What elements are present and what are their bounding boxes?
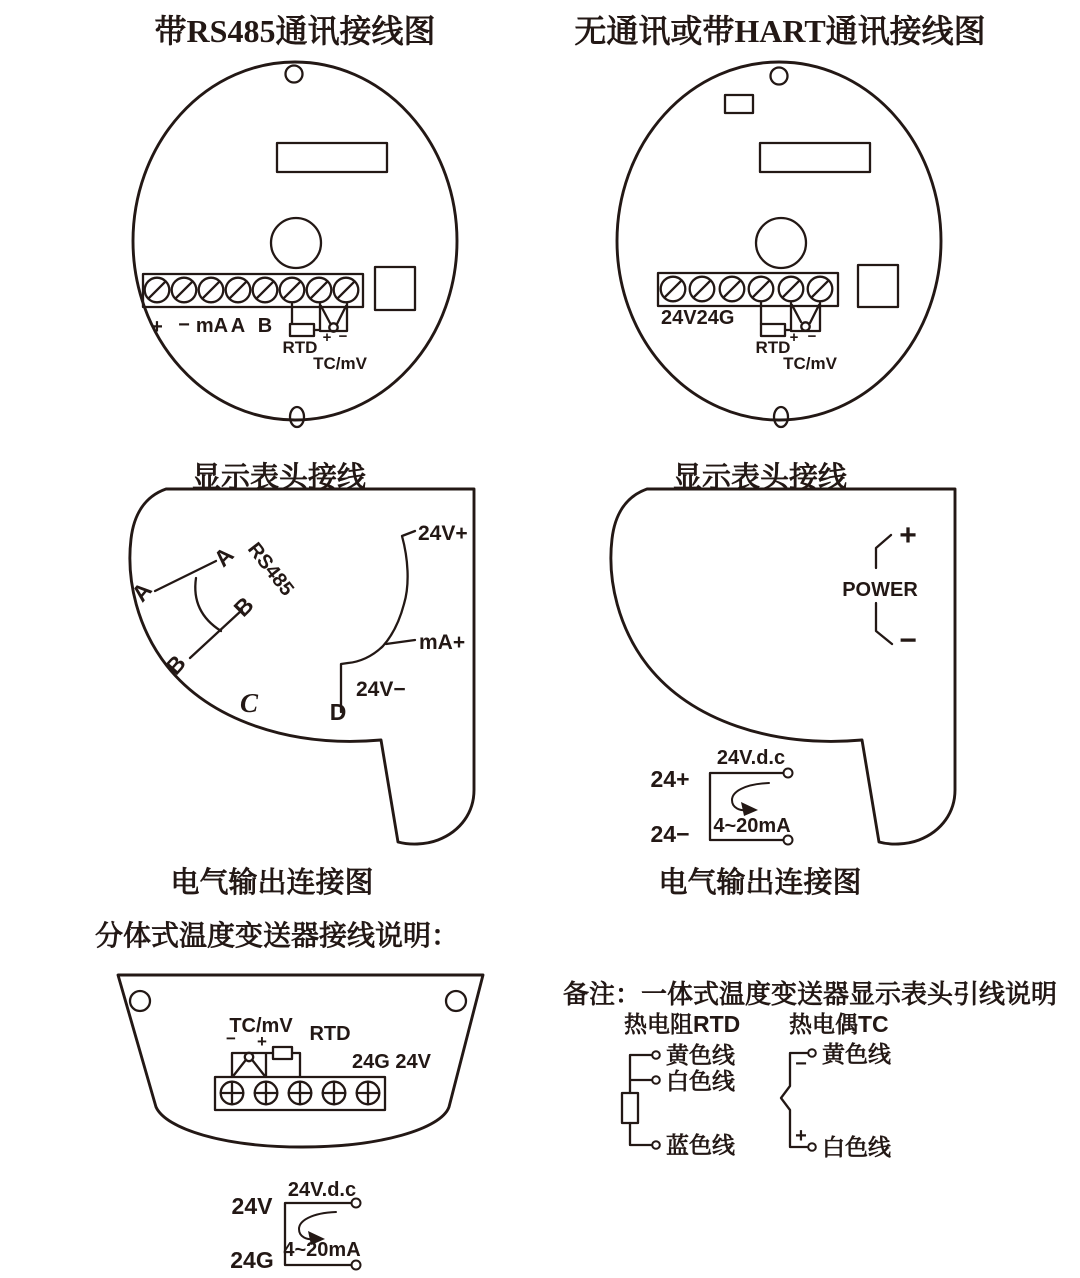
terminal-label: mA xyxy=(195,315,229,337)
tc-lead-diagram xyxy=(781,1041,892,1160)
power-terminals-label: 24G 24V xyxy=(352,1051,431,1073)
tc-plus-label: + xyxy=(322,329,332,346)
terminal-screw xyxy=(779,277,804,302)
tc-minus-label: − xyxy=(338,328,348,345)
lead-terminal xyxy=(652,1051,660,1059)
current-arrow-head xyxy=(741,802,758,816)
loop-pos-label: 24V xyxy=(231,1193,273,1219)
tc-minus-label: − xyxy=(795,1053,807,1075)
current-loop xyxy=(650,747,792,847)
loop-neg-label: 24G xyxy=(230,1247,274,1273)
side-box xyxy=(858,265,898,307)
rtd-resistor xyxy=(273,1047,292,1059)
wire-c-label: C xyxy=(239,688,259,718)
rtd-label: RTD xyxy=(755,338,791,357)
lead-terminal xyxy=(652,1076,660,1084)
tc-mv-label: TC/mV xyxy=(783,354,837,373)
ma-plus-label: mA+ xyxy=(419,631,466,654)
housing-circle xyxy=(617,62,941,420)
wire-a xyxy=(155,561,216,591)
power-minus-label: − xyxy=(899,624,917,657)
power-terminals-label: 24V24G xyxy=(661,307,735,329)
terminal-screw xyxy=(172,278,197,303)
wire-color-label: 白色线 xyxy=(666,1068,735,1094)
left-display-caption: 显示表头接线 xyxy=(191,462,367,494)
wire-color-label: 白色线 xyxy=(822,1134,891,1160)
note-section xyxy=(563,979,1057,1160)
bottom-screw-hole xyxy=(774,407,788,427)
supply-label: 24V.d.c xyxy=(287,1179,357,1201)
loop-pos-label: 24+ xyxy=(650,766,690,792)
tc-plus-label: + xyxy=(795,1125,807,1147)
current-arrow-curve xyxy=(299,1212,336,1239)
terminal-screw xyxy=(145,278,170,303)
mount-hole xyxy=(130,991,150,1011)
wire-b-label: B xyxy=(228,591,259,622)
left-title: 带RS485通讯接线图 xyxy=(154,13,436,49)
lead-terminal xyxy=(808,1143,816,1151)
terminal-screw xyxy=(690,277,715,302)
display-window xyxy=(277,143,387,172)
terminal-screw xyxy=(307,278,332,303)
left-head-circle xyxy=(133,62,457,427)
mount-hole xyxy=(446,991,466,1011)
power-label: POWER xyxy=(842,579,918,601)
terminal-label: − xyxy=(178,314,190,336)
terminal-screw xyxy=(226,278,251,303)
tc-diagram-title: 热电偶TC xyxy=(789,1011,889,1037)
rtd-lead-diagram xyxy=(622,1042,736,1158)
small-window xyxy=(725,95,753,113)
wire-a-label: A xyxy=(126,577,157,607)
side-box xyxy=(375,267,415,310)
split-current-loop xyxy=(230,1179,360,1273)
rtd-element xyxy=(622,1093,638,1123)
supply-label: 24V.d.c xyxy=(716,747,786,769)
tc-mv-label: TC/mV xyxy=(313,354,367,373)
lead-terminal xyxy=(652,1141,660,1149)
wire-b-label: B xyxy=(160,649,191,680)
center-hole xyxy=(271,218,321,268)
terminal-screw xyxy=(280,278,305,303)
terminal-screw xyxy=(808,277,833,302)
top-screw-hole xyxy=(771,68,788,85)
rtd-resistor xyxy=(290,324,314,336)
terminal-screw xyxy=(199,278,224,303)
tc-mv-label: TC/mV xyxy=(229,1015,293,1037)
right-output-shape xyxy=(611,489,955,847)
terminal-screw xyxy=(253,278,278,303)
terminal-screw xyxy=(255,1082,278,1105)
terminal-label: B xyxy=(257,315,273,337)
loop-neg-label: 24− xyxy=(650,821,690,847)
terminal-screw xyxy=(357,1082,380,1105)
note-text: 备注：一体式温度变送器显示表头引线说明 xyxy=(563,979,1058,1009)
current-range-label: 4~20mA xyxy=(283,1239,361,1261)
bottom-screw-hole xyxy=(290,407,304,427)
terminal-screw xyxy=(749,277,774,302)
rs485-label: RS485 xyxy=(243,538,299,601)
rtd-label: RTD xyxy=(309,1023,351,1045)
terminal-screw xyxy=(221,1082,244,1105)
rtd-label: RTD xyxy=(282,338,318,357)
angle-arc xyxy=(195,578,221,631)
loop-terminal xyxy=(784,769,793,778)
power-plus-label: + xyxy=(899,519,917,552)
right-head-circle xyxy=(617,62,941,427)
left-output-caption: 电气输出连接图 xyxy=(170,867,374,899)
current-range-label: 4~20mA xyxy=(713,815,791,837)
right-display-caption: 显示表头接线 xyxy=(672,462,848,494)
tc-plus-label: + xyxy=(789,329,799,346)
top-screw-hole xyxy=(286,66,303,83)
tc-minus-label: − xyxy=(807,328,817,345)
wire-color-label: 蓝色线 xyxy=(666,1132,735,1158)
rtd-leads xyxy=(630,1055,651,1145)
tc-minus-label: − xyxy=(226,1029,236,1048)
display-window xyxy=(760,143,870,172)
current-arrow-curve xyxy=(732,783,769,810)
terminal-screw xyxy=(334,278,359,303)
ma-plus-leader xyxy=(386,640,415,644)
wire-b xyxy=(190,610,242,658)
housing-circle xyxy=(133,62,457,420)
terminal-screw xyxy=(661,277,686,302)
terminal-label: A xyxy=(230,315,246,337)
wire-color-label: 黄色线 xyxy=(822,1041,891,1067)
split-heading: 分体式温度变送器接线说明： xyxy=(95,920,460,951)
wire-d-label: D xyxy=(329,699,347,725)
right-title: 无通讯或带HART通讯接线图 xyxy=(574,13,986,49)
loop-terminal xyxy=(352,1261,361,1270)
wire-color-label: 黄色线 xyxy=(666,1042,735,1068)
terminal-label: + xyxy=(151,316,163,338)
terminal-screw xyxy=(720,277,745,302)
rtd-diagram-title: 热电阻RTD xyxy=(624,1011,741,1037)
rtd-resistor xyxy=(761,324,785,336)
v-plus-label: 24V+ xyxy=(418,522,468,545)
v-minus-label: 24V− xyxy=(356,678,406,701)
split-transmitter-housing xyxy=(118,975,483,1147)
terminal-screw xyxy=(323,1082,346,1105)
tc-plus-label: + xyxy=(257,1032,267,1051)
sensor-wiring xyxy=(232,1053,300,1077)
wire-a-label: A xyxy=(208,541,239,572)
right-output-caption: 电气输出连接图 xyxy=(658,867,862,899)
sensor-wiring xyxy=(761,303,820,331)
lead-terminal xyxy=(808,1049,816,1057)
left-output-shape xyxy=(126,489,474,844)
center-hole xyxy=(756,218,806,268)
terminal-screw xyxy=(289,1082,312,1105)
